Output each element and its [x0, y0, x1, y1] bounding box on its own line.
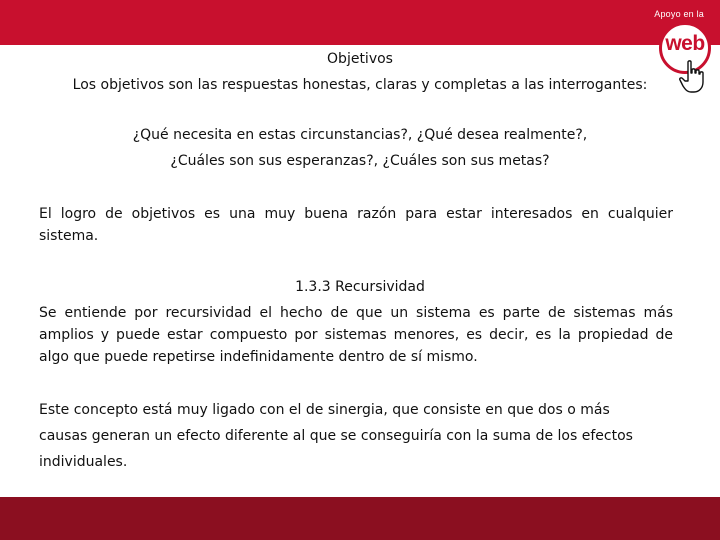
footer-band [0, 497, 720, 540]
logo-caption: Apoyo en la [654, 9, 704, 19]
header-band [0, 0, 720, 45]
logo-word: web [665, 32, 705, 55]
section-heading: 1.3.3 Recursividad [295, 279, 425, 295]
questions-line-2: ¿Cuáles son sus esperanzas?, ¿Cuáles son sus metas? [170, 153, 550, 169]
logro-paragraph: El logro de objetivos es una muy buena razón para estar interesados en cualquier sistema. [39, 206, 673, 244]
concept-paragraph: Este concepto está muy ligado con el de sinergia, que consiste en que dos o más causas generan un efecto diferente al que se conseguiría con la suma de los efectos individuales. [39, 402, 633, 470]
questions-line-1: ¿Qué necesita en estas circunstancias?, ¿Qué desea realmente?, [132, 127, 588, 143]
recursividad-paragraph: Se entiende por recursividad el hecho de que un sistema es parte de sistemas más amplios y puede estar compuesto por sistemas menores, es decir, es la propiedad de algo que puede repetirse indefinidamente dentro de sí mismo. [39, 305, 673, 365]
objetivos-heading: Objetivos [327, 51, 393, 67]
objetivos-intro: Los objetivos son las respuestas honestas, claras y completas a las interrogantes: [72, 77, 648, 93]
